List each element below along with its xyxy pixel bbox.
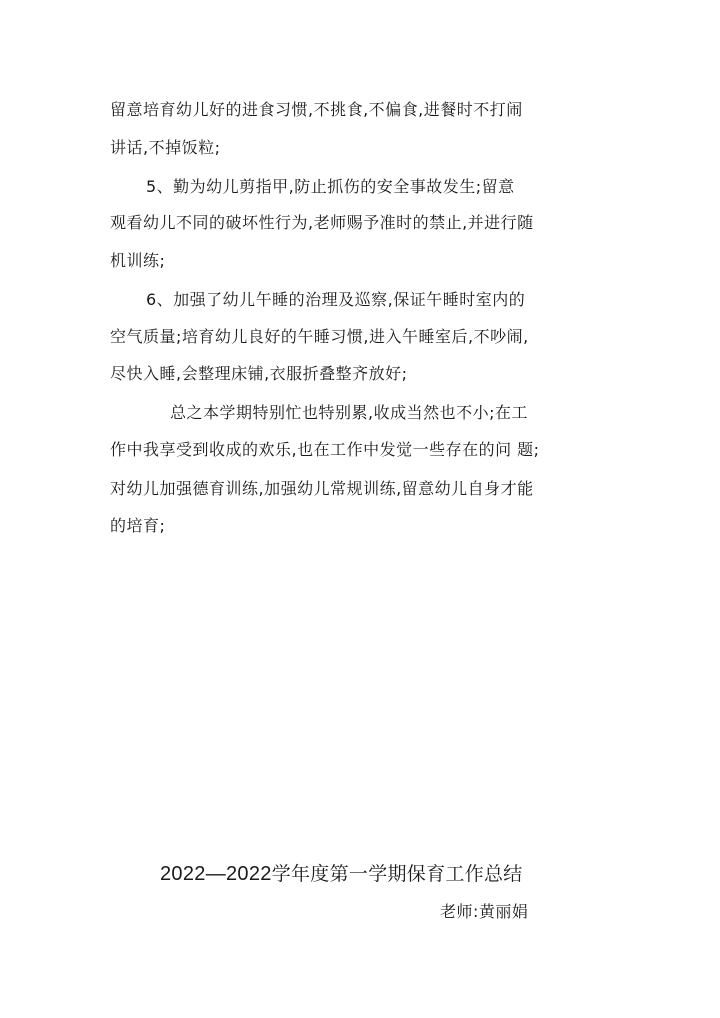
item-6-line-1: 6、加强了幼儿午睡的治理及巡察,保证午睡时室内的: [146, 290, 526, 309]
title-years: 2022—2022: [160, 863, 272, 885]
item-6-line-2: 空气质量;培育幼儿良好的午睡习惯,进入午睡室后,不吵闹,: [110, 327, 529, 346]
item-5-line-3: 机训练;: [110, 251, 166, 270]
item-5-line-1: 5、勤为幼儿剪指甲,防止抓伤的安全事故发生;留意: [146, 177, 515, 196]
summary-line-2: 作中我享受到收成的欢乐,也在工作中发觉一些存在的问 题;: [110, 440, 540, 459]
document-title: [160, 862, 523, 886]
summary-line-1: 总之本学期特别忙也特别累,收成当然也不小;在工: [170, 403, 528, 422]
item-5-line-2: 观看幼儿不同的破坏性行为,老师赐予准时的禁止,并进行随: [110, 213, 534, 232]
body-line-1: 留意培育幼儿好的进食习惯,不挑食,不偏食,进餐时不打闹: [110, 100, 523, 119]
summary-line-4: 的培育;: [110, 516, 166, 535]
author-label: 老师:: [440, 902, 479, 921]
summary-line-3: 对幼儿加强德育训练,加强幼儿常规训练,留意幼儿自身才能: [110, 479, 534, 498]
author-name: 黄丽娟: [478, 902, 529, 921]
author-line: [440, 902, 528, 922]
item-6-line-3: 尽快入睡,会整理床铺,衣服折叠整齐放好;: [110, 364, 408, 383]
title-text: 学年度第一学期保育工作总结: [271, 863, 523, 885]
body-line-2: 讲话,不掉饭粒;: [110, 138, 221, 157]
